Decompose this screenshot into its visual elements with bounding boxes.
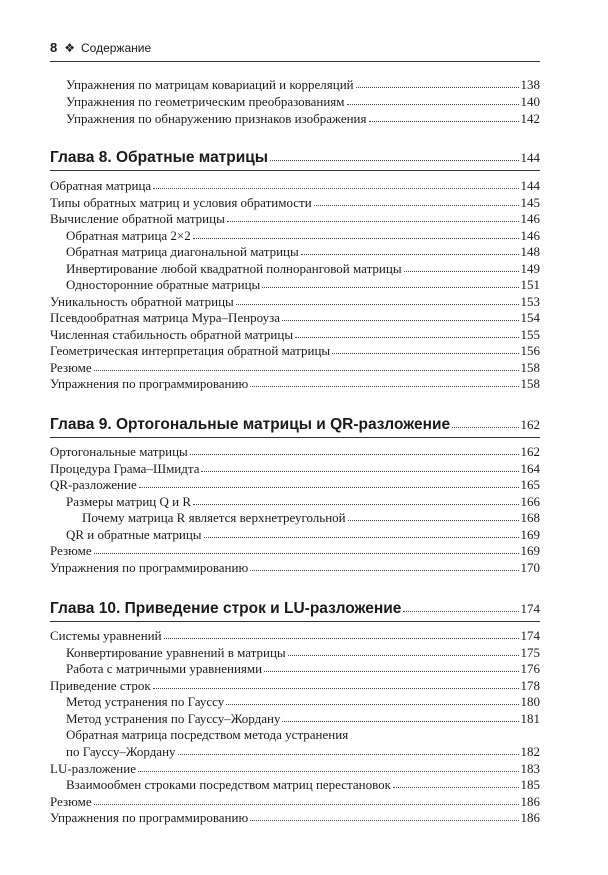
toc-entry[interactable]: Псевдообратная матрица Мура–Пенроуза 154 (50, 310, 540, 325)
toc-entry[interactable]: Численная стабильность обратной матрицы 155 (50, 327, 540, 342)
toc-entry[interactable]: Обратная матрица диагональной матрицы 148 (66, 244, 540, 259)
toc-entry[interactable]: LU-разложение 183 (50, 761, 540, 776)
toc-entry[interactable]: Системы уравнений 174 (50, 628, 540, 643)
toc-entry[interactable]: Резюме 169 (50, 543, 540, 558)
diamond-icon: ❖ (64, 40, 75, 55)
toc-entry[interactable]: Геометрическая интерпретация обратной матрицы 156 (50, 343, 540, 358)
page-header (50, 40, 540, 55)
header-rule (50, 61, 540, 62)
toc-entry[interactable]: Метод устранения по Гауссу 180 (66, 694, 540, 709)
chapter-heading[interactable]: Глава 10. Приведение строк и LU-разложение 174 (50, 600, 540, 617)
chapter-rule (50, 170, 540, 171)
toc-entry[interactable]: Обратная матрица 144 (50, 178, 540, 193)
toc-entry[interactable]: Почему матрица R является верхнетреугольной 168 (82, 510, 540, 525)
toc-entry[interactable]: Работа с матричными уравнениями 176 (66, 661, 540, 676)
chapter-heading[interactable]: Глава 8. Обратные матрицы 144 (50, 149, 540, 166)
toc-entry[interactable]: Упражнения по обнаружению признаков изображения 142 (66, 111, 540, 126)
running-title: Содержание (81, 40, 152, 55)
toc-entry[interactable]: Приведение строк 178 (50, 678, 540, 693)
toc-entry[interactable]: QR-разложение 165 (50, 477, 540, 492)
toc-entry[interactable]: Обратная матрица 2×2 146 (66, 228, 540, 243)
toc-entry[interactable]: Резюме 186 (50, 794, 540, 809)
toc-entry[interactable]: Метод устранения по Гауссу–Жордану 181 (66, 711, 540, 726)
toc-entry[interactable]: по Гауссу–Жордану 182 (66, 744, 540, 759)
chapter-rule (50, 437, 540, 438)
toc-entry-line[interactable]: Обратная матрица посредством метода устранения (66, 727, 349, 742)
toc-entry[interactable]: Типы обратных матриц и условия обратимости 145 (50, 195, 540, 210)
chapter-heading[interactable]: Глава 9. Ортогональные матрицы и QR-разложение 162 (50, 416, 540, 433)
toc-entry[interactable]: Ортогональные матрицы 162 (50, 444, 540, 459)
toc-entry[interactable]: Упражнения по программированию 158 (50, 376, 540, 391)
toc-entry[interactable]: QR и обратные матрицы 169 (66, 527, 540, 542)
page-number: 8 (50, 40, 58, 55)
toc-entry[interactable]: Взаимообмен строками посредством матриц перестановок 185 (66, 777, 540, 792)
toc-entry[interactable]: Упражнения по программированию 186 (50, 810, 540, 825)
toc-entry[interactable]: Процедура Грама–Шмидта 164 (50, 461, 540, 476)
toc-entry[interactable]: Конвертирование уравнений в матрицы 175 (66, 645, 540, 660)
toc-entry[interactable]: Размеры матриц Q и R 166 (66, 494, 540, 509)
toc-entry[interactable]: Инвертирование любой квадратной полноранговой матрицы 149 (66, 261, 540, 276)
toc-entry[interactable]: Резюме 158 (50, 360, 540, 375)
toc-entry[interactable]: Односторонние обратные матрицы 151 (66, 277, 540, 292)
toc-entry[interactable]: Упражнения по геометрическим преобразованиям 140 (66, 94, 540, 109)
toc-entry[interactable]: Вычисление обратной матрицы 146 (50, 211, 540, 226)
toc-entry[interactable]: Упражнения по программированию 170 (50, 560, 540, 575)
toc-entry[interactable]: Уникальность обратной матрицы 153 (50, 294, 540, 309)
chapter-rule (50, 621, 540, 622)
toc-entry[interactable]: Упражнения по матрицам ковариаций и корреляций 138 (66, 77, 540, 92)
